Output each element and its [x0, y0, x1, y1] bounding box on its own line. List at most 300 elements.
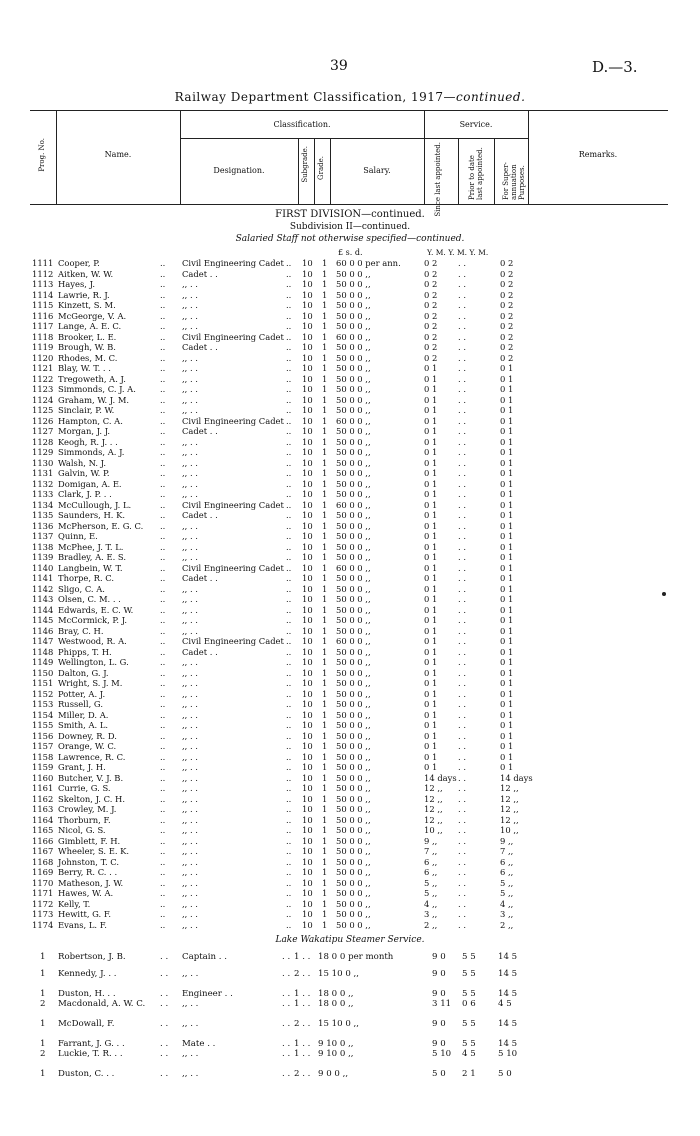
cell-sub: 10 [302, 846, 313, 856]
col-rule [458, 138, 459, 205]
cell-leader: .. [286, 352, 292, 363]
cell-sup: 5 ,, [500, 888, 514, 898]
cell-prior: . . [458, 300, 466, 310]
table-row [0, 542, 700, 552]
cell-prior: . . [458, 394, 466, 405]
cell-dots: .. [160, 489, 166, 499]
table-row [0, 836, 700, 846]
table-row [0, 384, 700, 394]
cell-name: Brooker, L. E. [58, 331, 117, 342]
cell-prior: . . [458, 814, 466, 825]
cell-no: 1138 [32, 541, 54, 552]
cell-desig: Civil Engineering Cadet [182, 499, 284, 510]
cell-sal: 50 0 0 ,, [336, 268, 371, 279]
cell-desig: Civil Engineering Cadet [182, 562, 284, 573]
table-row [0, 846, 700, 856]
cell-sup: 0 1 [500, 636, 514, 646]
cell-dots: .. [160, 426, 166, 436]
cell-sup: 0 2 [500, 342, 514, 352]
table-row [0, 815, 700, 825]
cell-since: 0 1 [424, 489, 438, 499]
cell-prior: . . [458, 447, 466, 457]
cell-desig: ,, . . [182, 856, 198, 867]
cell-dots: .. [160, 310, 166, 321]
cell-grade: 1 [322, 562, 328, 573]
cell-prior: . . [458, 279, 466, 289]
cell-dots: .. [160, 814, 166, 825]
table-row [0, 521, 700, 531]
cell-desig: ,, . . [182, 552, 198, 562]
cell-desig: ,, . . [182, 489, 198, 499]
cell-since: 0 1 [424, 615, 438, 625]
cell-prior: . . [458, 310, 466, 321]
cell-since: 0 1 [424, 751, 438, 762]
cell-prior: . . [458, 867, 466, 877]
cell-dots: .. [160, 667, 166, 678]
cell-grade: 1 [322, 321, 328, 331]
cell-sal: 50 0 0 ,, [336, 751, 371, 762]
cell-no: 1159 [32, 762, 54, 772]
cell-dots: .. [160, 499, 166, 510]
cell-sup: 0 1 [500, 730, 514, 741]
cell-name: Lawrie, R. J. [58, 289, 110, 300]
cell-name: Dalton, G. J. [58, 667, 109, 678]
cell-sub: 10 [302, 258, 313, 268]
page-title [0, 90, 700, 104]
cell-desig: Civil Engineering Cadet [182, 636, 284, 646]
cell-leader: .. [286, 856, 292, 867]
cell-leader: .. [286, 793, 292, 804]
cell-no: 1168 [32, 856, 54, 867]
cell-sal: 18 0 0 ,, [318, 999, 354, 1009]
cell-sub: 10 [302, 709, 313, 720]
cell-sub: 10 [302, 856, 313, 867]
cell-sub: 10 [302, 510, 313, 520]
cell-name: Downey, R. D. [58, 730, 117, 741]
cell-grade: 1 [322, 499, 328, 510]
cell-dots: .. [160, 520, 166, 531]
cell-desig: ,, . . [182, 699, 198, 709]
cell-since: 7 ,, [424, 846, 438, 856]
cell-prior: . . [458, 667, 466, 678]
table-row [0, 878, 700, 888]
cell-grade: 1 [322, 720, 328, 730]
cell-sup: 9 ,, [500, 835, 514, 846]
cell-no: 1156 [32, 730, 54, 741]
cell-prior: . . [458, 583, 466, 594]
cell-grade: 1 [322, 573, 328, 583]
cell-leader: .. [286, 426, 292, 436]
cell-no: 1134 [32, 499, 54, 510]
cell-no: 1119 [32, 342, 54, 352]
cell-grade: 1 [322, 678, 328, 688]
cell-sal: 50 0 0 ,, [336, 531, 371, 541]
cell-no: 1 [40, 969, 46, 979]
cell-prior: . . [458, 258, 466, 268]
cell-desig: ,, . . [182, 867, 198, 877]
cell-grade: 1 [322, 688, 328, 699]
cell-leader: .. [286, 258, 292, 268]
cell-grade: 1 [322, 594, 328, 604]
cell-sup: 0 1 [500, 363, 514, 373]
cell-sal: 50 0 0 ,, [336, 888, 371, 898]
table-row [0, 731, 700, 741]
cell-name: Olsen, C. M. . . [58, 594, 121, 604]
cell-sal: 50 0 0 ,, [336, 814, 371, 825]
cell-dots: .. [160, 909, 166, 919]
cell-desig: ,, . . [182, 730, 198, 741]
cell-prior: . . [458, 352, 466, 363]
cell-dots: .. [160, 321, 166, 331]
cell-sal: 50 0 0 ,, [336, 342, 371, 352]
cell-sup: 0 1 [500, 531, 514, 541]
cell-sal: 18 0 0 ,, [318, 989, 354, 999]
cell-leader: .. [286, 384, 292, 394]
cell-grade: 1 [322, 846, 328, 856]
cell-prior: . . [458, 720, 466, 730]
cell-dots: .. [160, 289, 166, 300]
cell-desig: Civil Engineering Cadet [182, 331, 284, 342]
cell-prior: . . [458, 888, 466, 898]
cell-since: 10 ,, [424, 825, 443, 835]
cell-no: 1131 [32, 468, 54, 478]
cell-grade: 1 [322, 856, 328, 867]
cell-dots: .. [160, 688, 166, 699]
cell-leader: .. [286, 583, 292, 594]
cell-y3: 14 5 [498, 952, 518, 962]
table-row [0, 279, 700, 289]
cell-dots1: . . [160, 952, 169, 962]
cell-sup: 0 1 [500, 741, 514, 751]
cell-desig: ,, . . [182, 594, 198, 604]
cell-name: Butcher, V. J. B. [58, 772, 124, 783]
cell-y1: 9 0 [432, 1039, 446, 1049]
cell-prior: . . [458, 426, 466, 436]
cell-sal: 50 0 0 ,, [336, 468, 371, 478]
cell-grade: 1 [322, 888, 328, 898]
cell-desig: ,, . . [182, 310, 198, 321]
cell-leader: .. [286, 699, 292, 709]
cell-no: 1167 [32, 846, 54, 856]
table-row [0, 447, 700, 457]
cell-dots: .. [160, 594, 166, 604]
cell-sal: 50 0 0 ,, [336, 583, 371, 594]
cell-dots2: . . [282, 1069, 291, 1079]
cell-prior: . . [458, 342, 466, 352]
cell-desig: ,, . . [182, 783, 198, 793]
table-row [0, 920, 700, 930]
cell-sub: 10 [302, 804, 313, 814]
cell-desig: ,, . . [182, 625, 198, 636]
table-row [0, 437, 700, 447]
table-row [0, 311, 700, 321]
cell-sal: 50 0 0 ,, [336, 300, 371, 310]
cell-dots: .. [160, 835, 166, 846]
document-reference: D.—3. [592, 58, 638, 76]
cell-since: 0 1 [424, 562, 438, 573]
cell-leader: .. [286, 678, 292, 688]
cell-name: Skelton, J. C. H. [58, 793, 126, 804]
cell-name: Hewitt, G. F. [58, 909, 112, 919]
cell-name: McGeorge, V. A. [58, 310, 127, 321]
cell-grade: 1 [322, 709, 328, 720]
cell-prior: . . [458, 646, 466, 657]
cell-sal: 60 0 0 ,, [336, 331, 371, 342]
cell-y1: 3 11 [432, 999, 452, 1009]
cell-leader: .. [286, 394, 292, 405]
cell-prior: . . [458, 541, 466, 552]
cell-sub: 10 [302, 331, 313, 342]
cell-prior: . . [458, 531, 466, 541]
cell-name: Luckie, T. R. . . [58, 1049, 123, 1059]
cell-desig: ,, . . [182, 279, 198, 289]
cell-sub: 10 [302, 730, 313, 741]
cell-grade: 1 [322, 793, 328, 804]
cell-since: 0 1 [424, 541, 438, 552]
cell-dots2: . . [282, 989, 291, 999]
cell-no: 1133 [32, 489, 54, 499]
cell-sup: 0 1 [500, 762, 514, 772]
cell-since: 4 ,, [424, 898, 438, 909]
cell-dots: .. [160, 394, 166, 405]
table-row [0, 773, 700, 783]
cell-prior: . . [458, 373, 466, 384]
cell-since: 0 1 [424, 415, 438, 426]
cell-dots1: . . [160, 989, 169, 999]
cell-y1: 9 0 [432, 989, 446, 999]
cell-dots: .. [160, 300, 166, 310]
header-designation: Designation. [213, 166, 265, 175]
cell-dots: .. [160, 552, 166, 562]
cell-desig: ,, . . [182, 762, 198, 772]
cell-leader: .. [286, 594, 292, 604]
header-superannuation: For Super-annuation Purposes. [502, 162, 526, 200]
cell-y2: 5 5 [462, 952, 476, 962]
cell-leader: .. [286, 898, 292, 909]
cell-name: Brough, W. B. [58, 342, 116, 352]
cell-sub: 10 [302, 478, 313, 489]
cell-name: Hampton, C. A. [58, 415, 123, 426]
cell-no: 1170 [32, 877, 54, 888]
cell-dots: .. [160, 898, 166, 909]
cell-grade: 1 [322, 825, 328, 835]
cell-desig: ,, . . [182, 877, 198, 888]
cell-sub: 10 [302, 625, 313, 636]
cell-sal: 50 0 0 ,, [336, 909, 371, 919]
cell-sup: 3 ,, [500, 909, 514, 919]
table-row [0, 510, 700, 520]
cell-grade: 1 [322, 772, 328, 783]
cell-no: 1113 [32, 279, 54, 289]
cell-dots: .. [160, 468, 166, 478]
cell-dots: .. [160, 888, 166, 898]
cell-no: 2 [40, 999, 46, 1009]
cell-no: 1127 [32, 426, 54, 436]
cell-dots: .. [160, 762, 166, 772]
cell-prior: . . [458, 510, 466, 520]
cell-sub: 10 [302, 541, 313, 552]
cell-name: Robertson, J. B. [58, 952, 126, 962]
cell-y3: 14 5 [498, 969, 518, 979]
cell-no: 1160 [32, 772, 54, 783]
cell-y1: 9 0 [432, 1019, 446, 1029]
cell-sal: 50 0 0 ,, [336, 436, 371, 447]
cell-sal: 50 0 0 ,, [336, 279, 371, 289]
cell-name: Crowley, M. J. [58, 804, 117, 814]
cell-sub: 10 [302, 573, 313, 583]
cell-dots2: . . [282, 969, 291, 979]
cell-dots: .. [160, 919, 166, 930]
cell-leader: .. [286, 342, 292, 352]
table-row [0, 741, 700, 751]
table-row [0, 605, 700, 615]
cell-prior: . . [458, 657, 466, 667]
cell-prior: . . [458, 405, 466, 415]
cell-leader: .. [286, 835, 292, 846]
cell-name: Clark, J. P. . . [58, 489, 112, 499]
cell-leader: .. [286, 804, 292, 814]
cell-sub: 2 . . [294, 1069, 311, 1079]
cell-dots: .. [160, 531, 166, 541]
cell-leader: .. [286, 447, 292, 457]
cell-name: Kelly, T. [58, 898, 91, 909]
cell-grade: 1 [322, 625, 328, 636]
cell-dots: .. [160, 772, 166, 783]
cell-leader: .. [286, 573, 292, 583]
cell-name: Currie, G. S. [58, 783, 111, 793]
cell-leader: .. [286, 552, 292, 562]
cell-sup: 0 1 [500, 573, 514, 583]
cell-y2: 0 6 [462, 999, 476, 1009]
cell-sal: 9 10 0 ,, [318, 1049, 354, 1059]
cell-since: 0 1 [424, 373, 438, 384]
cell-sal: 50 0 0 ,, [336, 573, 371, 583]
cell-prior: . . [458, 909, 466, 919]
cell-sup: 0 2 [500, 289, 514, 300]
cell-leader: .. [286, 363, 292, 373]
cell-dots2: . . [282, 1049, 291, 1059]
cell-sup: 12 ,, [500, 804, 519, 814]
cell-prior: . . [458, 783, 466, 793]
cell-no: 1150 [32, 667, 54, 678]
cell-dots: .. [160, 636, 166, 646]
cell-sub: 10 [302, 751, 313, 762]
header-prior-to: Prior to date last appointed. [468, 147, 484, 200]
cell-leader: .. [286, 268, 292, 279]
cell-dots: .. [160, 363, 166, 373]
cell-grade: 1 [322, 289, 328, 300]
cell-leader: .. [286, 825, 292, 835]
cell-name: Wellington, L. G. [58, 657, 129, 667]
cell-dots: .. [160, 783, 166, 793]
cell-sup: 0 1 [500, 447, 514, 457]
cell-desig: ,, . . [182, 520, 198, 531]
cell-sal: 50 0 0 ,, [336, 898, 371, 909]
cell-no: 1139 [32, 552, 54, 562]
cell-sal: 50 0 0 ,, [336, 405, 371, 415]
cell-name: Hawes, W. A. [58, 888, 114, 898]
cell-sup: 0 1 [500, 510, 514, 520]
cell-since: 0 1 [424, 478, 438, 489]
cell-name: Hayes, J. [58, 279, 95, 289]
cell-sup: 0 2 [500, 352, 514, 363]
cell-sup: 0 1 [500, 405, 514, 415]
cell-y2: 4 5 [462, 1049, 476, 1059]
cell-leader: .. [286, 520, 292, 531]
cell-sub: 10 [302, 615, 313, 625]
cell-leader: .. [286, 667, 292, 678]
cell-sup: 0 1 [500, 594, 514, 604]
cell-desig: ,, . . [182, 541, 198, 552]
cell-desig: Cadet . . [182, 510, 218, 520]
cell-dots: .. [160, 478, 166, 489]
cell-dots: .. [160, 646, 166, 657]
cell-no: 1140 [32, 562, 54, 573]
cell-leader: .. [286, 436, 292, 447]
cell-sal: 50 0 0 ,, [336, 363, 371, 373]
cell-sub: 10 [302, 825, 313, 835]
cell-sub: 10 [302, 814, 313, 825]
cell-dots: .. [160, 846, 166, 856]
cell-name: Morgan, J. J. [58, 426, 111, 436]
cell-leader: .. [286, 888, 292, 898]
cell-prior: . . [458, 709, 466, 720]
cell-y3: 5 0 [498, 1069, 512, 1079]
table-row [0, 395, 700, 405]
cell-name: Saunders, H. K. [58, 510, 126, 520]
cell-sup: 0 1 [500, 709, 514, 720]
table-row [0, 468, 700, 478]
cell-leader: .. [286, 846, 292, 856]
cell-name: Duston, H. . . [58, 989, 116, 999]
table-row [0, 458, 700, 468]
cell-leader: .. [286, 499, 292, 510]
cell-desig: Cadet . . [182, 426, 218, 436]
cell-prior: . . [458, 499, 466, 510]
cell-prior: . . [458, 678, 466, 688]
cell-sal: 50 0 0 ,, [336, 615, 371, 625]
cell-grade: 1 [322, 426, 328, 436]
cell-sal: 50 0 0 ,, [336, 835, 371, 846]
cell-sal: 50 0 0 ,, [336, 594, 371, 604]
cell-since: 0 2 [424, 268, 438, 279]
cell-since: 14 days [424, 772, 457, 783]
cell-prior: . . [458, 772, 466, 783]
table-row [0, 374, 700, 384]
cell-sal: 60 0 0 ,, [336, 415, 371, 426]
cell-no: 1 [40, 1019, 46, 1029]
cell-prior: . . [458, 604, 466, 615]
cell-prior: . . [458, 636, 466, 646]
table-row [0, 720, 700, 730]
cell-name: Macdonald, A. W. C. [58, 999, 146, 1009]
table-row [0, 353, 700, 363]
cell-sal: 50 0 0 ,, [336, 520, 371, 531]
steamer-row [0, 951, 700, 963]
cell-prior: . . [458, 562, 466, 573]
cell-sup: 6 ,, [500, 867, 514, 877]
cell-no: 1174 [32, 919, 54, 930]
cell-since: 2 ,, [424, 919, 438, 930]
table-row [0, 258, 700, 268]
cell-no: 1117 [32, 321, 54, 331]
cell-name: Gimblett, F. H. [58, 835, 121, 846]
cell-sub: 10 [302, 405, 313, 415]
cell-grade: 1 [322, 877, 328, 888]
cell-sal: 50 0 0 ,, [336, 720, 371, 730]
cell-grade: 1 [322, 531, 328, 541]
cell-no: 1148 [32, 646, 54, 657]
